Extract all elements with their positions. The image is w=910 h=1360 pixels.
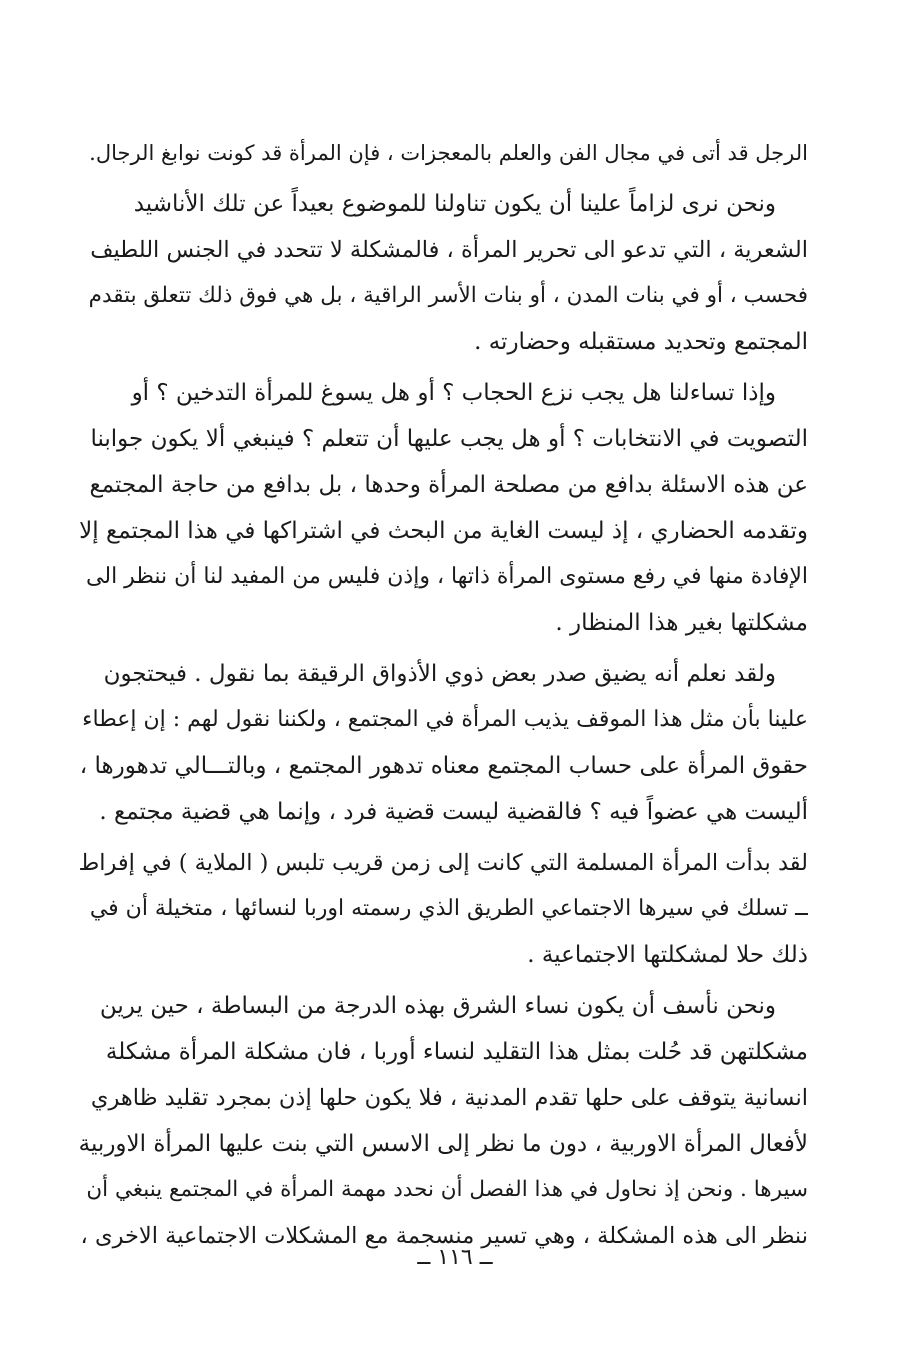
text-line: الشعرية ، التي تدعو الى تحرير المرأة ، فالمشكلة لا تتحدد في الجنس اللطيف [90,237,808,263]
text-line: فحسب ، أو في بنات المدن ، أو بنات الأسر الراقية ، بل هي فوق ذلك تتعلق بتقدم [88,283,808,308]
text-line: ونحن نرى لزاماً علينا أن يكون تناولنا للموضوع بعيداً عن تلك الأناشيد [133,191,776,217]
text-line: علينا بأن مثل هذا الموقف يذيب المرأة في المجتمع ، ولكننا نقول لهم : إن إعطاء [82,707,808,732]
text-line: أليست هي عضواً فيه ؟ فالقضية ليست قضية فرد ، وإنما هي قضية مجتمع . [99,799,808,825]
text-line: وإذا تساءلنا هل يجب نزع الحجاب ؟ أو هل يسوغ للمرأة التدخين ؟ أو [131,380,776,406]
text-line: المجتمع وتحديد مستقبله وحضارته . [474,329,808,355]
text-line: ولقد نعلم أنه يضيق صدر بعض ذوي الأذواق الرقيقة بما نقول . فيحتجون [103,661,776,687]
paragraph [78,840,808,978]
text-line: الإفادة منها في رفع مستوى المرأة ذاتها ، وإذن فليس من المفيد لنا أن ننظر الى [86,564,808,589]
paragraph [78,370,808,646]
page-body [78,130,808,1264]
text-line: لأفعال المرأة الاوربية ، دون ما نظر إلى الاسس التي بنت عليها المرأة الاوربية [78,1131,808,1157]
paragraph [78,651,808,835]
text-line: مشكلتها بغير هذا المنظار . [555,610,808,636]
text-line: ــ تسلك في سيرها الاجتماعي الطريق الذي رسمته اوربا لنسائها ، متخيلة أن في [89,896,808,921]
text-line: التصويت في الانتخابات ؟ أو هل يجب عليها أن تتعلم ؟ فينبغي ألا يكون جوابنا [90,426,808,452]
text-line: الرجل قد أتى في مجال الفن والعلم بالمعجزات ، فإن المرأة قد كونت نوابغ الرجال. [89,141,808,165]
text-line: ذلك حلا لمشكلتها الاجتماعية . [527,942,808,968]
text-line: حقوق المرأة على حساب المجتمع معناه تدهور المجتمع ، وبالتـــالي تدهورها ، [79,753,808,779]
text-line: وتقدمه الحضاري ، إذ ليست الغاية من البحث في اشتراكها في هذا المجتمع إلا [79,518,808,544]
paragraph [78,181,808,365]
paragraph [78,983,808,1259]
text-line: ونحن نأسف أن يكون نساء الشرق بهذه الدرجة من البساطة ، حين يرين [99,993,776,1019]
text-line: ننظر الى هذه المشكلة ، وهي تسير منسجمة مع المشكلات الاجتماعية الاخرى ، [80,1223,808,1249]
paragraph [78,130,808,176]
page-number: ــ ١١٦ ــ [417,1245,493,1270]
text-line: سيرها . ونحن إذ نحاول في هذا الفصل أن نحدد مهمة المرأة في المجتمع ينبغي أن [86,1177,808,1202]
text-line: انسانية يتوقف على حلها تقدم المدنية ، فلا يكون حلها إذن بمجرد تقليد ظاهري [90,1085,808,1111]
text-line: عن هذه الاسئلة بدافع من مصلحة المرأة وحدها ، بل بدافع من حاجة المجتمع [89,472,808,498]
text-line: لقد بدأت المرأة المسلمة التي كانت إلى زمن قريب تلبس ( الملاية ) في إفراط [78,850,808,876]
text-line: مشكلتهن قد حُلت بمثل هذا التقليد لنساء أوربا ، فان مشكلة المرأة مشكلة [105,1039,808,1065]
